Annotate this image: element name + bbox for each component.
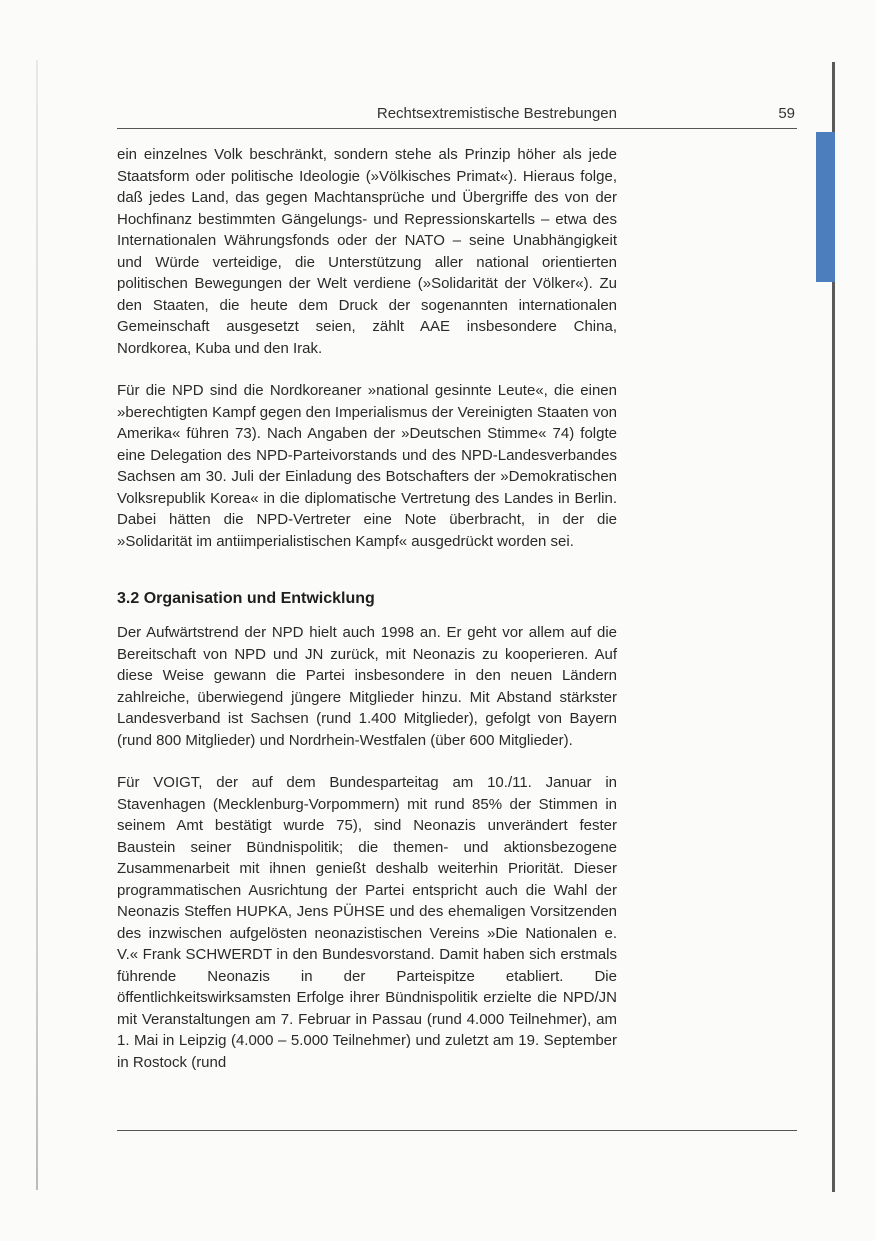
footer-rule (117, 1130, 797, 1131)
paragraph: Der Aufwärtstrend der NPD hielt auch 1998 an. Er geht vor allem auf die Bereitschaft von NPD und JN zurück, mit Neonazis zu kooperieren. Auf diese Weise gewann die Partei insbesondere in den neuen Ländern zahlreiche, überwiegend jüngere Mitglieder hinzu. Mit Abstand stärkster Landesverband ist Sachsen (rund 1.400 Mitglieder), gefolgt von Bayern (rund 800 Mitglieder) und Nordrhein-Westfalen (über 600 Mitglieder). (117, 624, 617, 749)
body-text (117, 144, 617, 1073)
page-number: 59 (778, 105, 795, 122)
paragraph: ein einzelnes Volk beschränkt, sondern stehe als Prinzip höher als jede Staatsform oder politische Ideologie (»Völkisches Primat«). Hieraus folge, daß jedes Land, das gegen Machtansprüche und Übergriffe des von der Hochfinanz bestimmten Gängelungs- und Repressionskartells – etwa des Internationalen Währungsfonds oder der NATO – seine Unabhängigkeit und Würde verteidige, die Unterstützung aller national orientierten politischen Bewegungen der Welt verdiene (»Solidarität der Völker«). Zu den Staaten, die heute dem Druck der sogenannten internationalen Gemeinschaft ausgesetzt seien, zählt AAE insbesondere China, Nordkorea, Kuba und den Irak. (117, 146, 617, 357)
paragraph: Für VOIGT, der auf dem Bundesparteitag am 10./11. Januar in Stavenhagen (Mecklenburg-Vorpommern) mit rund 85% der Stimmen in seinem Amt bestätigt wurde 75), sind Neonazis unverändert fester Baustein seiner Bündnispolitik; die themen- und aktionsbezogene Zusammenarbeit mit ihnen genießt deshalb weiterhin Priorität. Dieser programmatischen Ausrichtung der Partei entspricht auch die Wahl der Neonazis Steffen HUPKA, Jens PÜHSE und des ehemaligen Vorsitzenden des inzwischen aufgelösten neonazistischen Vereins »Die Nationalen e. V.« Frank SCHWERDT in den Bundesvorstand. Damit haben sich erstmals führende Neonazis in der Parteispitze etabliert. Die öffentlichkeitswirksamsten Erfolge ihrer Bündnispolitik erzielte die NPD/JN mit Veranstaltungen am 7. Februar in Passau (rund 4.000 Teilnehmer), am 1. Mai in Leipzig (4.000 – 5.000 Teilnehmer) und zuletzt am 19. September in Rostock (rund (117, 774, 617, 1071)
running-title: Rechtsextremistische Bestrebungen (376, 105, 617, 122)
binding-edge (36, 60, 38, 1190)
paragraph: Für die NPD sind die Nordkoreaner »national gesinnte Leute«, die einen »berechtigten Kampf gegen den Imperialismus der Vereinigten Staaten von Amerika« führen 73). Nach Angaben der »Deutschen Stimme« 74) folgte eine Delegation des NPD-Parteivorstands und des NPD-Landesverbandes Sachsen am 30. Juli der Einladung des Botschafters der »Demokratischen Volksrepublik Korea« in die diplomatische Vertretung des Landes in Berlin. Dabei hätten die NPD-Vertreter eine Note überbracht, in der die »Solidarität im antiimperialistischen Kampf« ausgedrückt worden sei. (117, 382, 617, 550)
section-heading: 3.2 Organisation und Entwicklung (117, 590, 375, 607)
chapter-thumb-tab (816, 132, 835, 282)
running-header (117, 104, 797, 129)
